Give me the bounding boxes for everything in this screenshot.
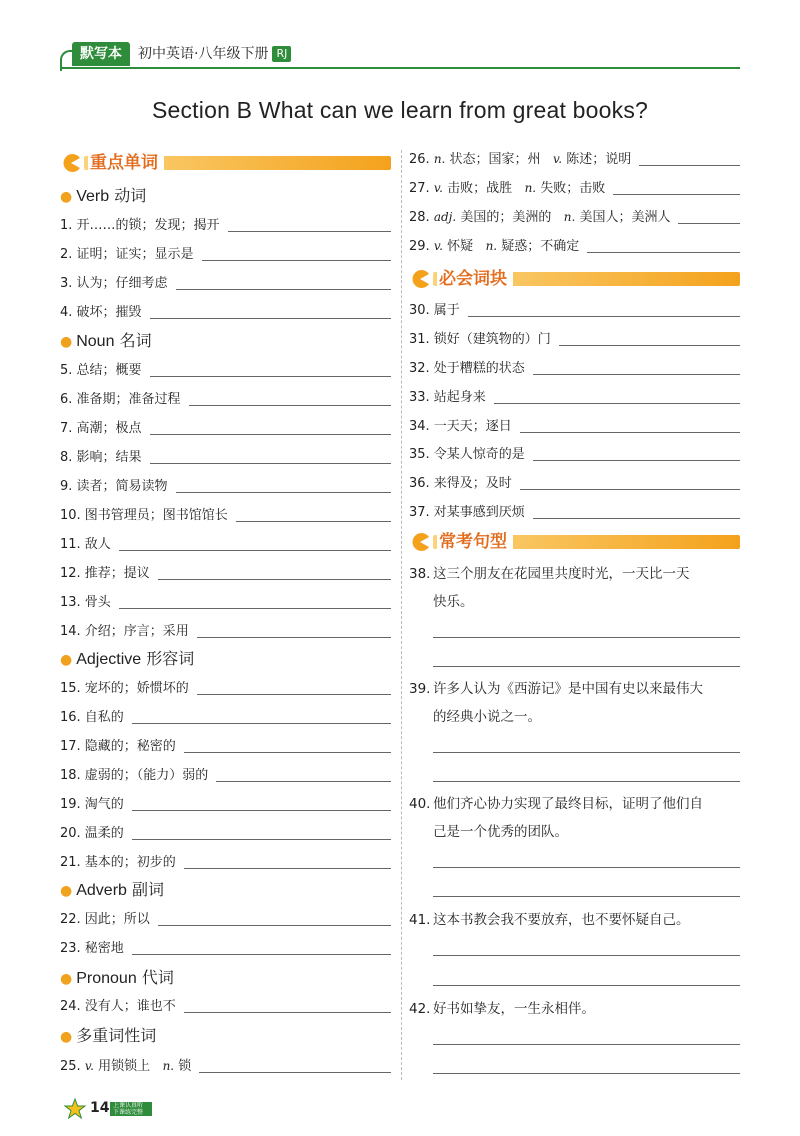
list-item	[60, 301, 391, 323]
item-meaning: 失败；击败	[540, 181, 606, 196]
category-zh: 代词	[141, 968, 174, 987]
answer-line[interactable]	[176, 492, 391, 493]
answer-line[interactable]	[184, 1012, 391, 1013]
section-title: 必会词块	[437, 267, 513, 291]
category-verb	[60, 185, 146, 207]
category-zh: 动词	[114, 186, 147, 205]
answer-line[interactable]	[184, 752, 391, 753]
list-item	[60, 1055, 391, 1077]
item-text: 33. 站起身来	[409, 390, 486, 405]
item-text: 22. 因此；所以	[60, 912, 150, 927]
answer-line[interactable]	[494, 403, 740, 404]
sentence-num: 40.	[409, 796, 431, 812]
category-zh: 副词	[132, 880, 165, 899]
answer-line[interactable]	[119, 608, 391, 609]
answer-line[interactable]	[533, 374, 740, 375]
header-badge: RJ	[272, 46, 291, 62]
list-item	[409, 443, 740, 465]
item-text	[409, 178, 613, 199]
item-text	[409, 149, 639, 170]
sentence-line	[409, 675, 740, 703]
item-text: 7. 高潮；极点	[60, 421, 142, 436]
section-key-sentences	[409, 531, 740, 553]
part-of-speech: n.	[162, 1059, 175, 1073]
part-of-speech: adj.	[433, 210, 457, 224]
bullet-dot-icon: ●	[60, 189, 73, 205]
category-multi-pos	[60, 1025, 156, 1047]
list-item	[60, 272, 391, 294]
item-text: 14. 介绍；序言；采用	[60, 624, 189, 639]
list-item	[60, 677, 391, 699]
sentence-text: 好书如挚友，一生永相伴。	[433, 1001, 595, 1017]
list-item	[60, 937, 391, 959]
item-text: 8. 影响；结果	[60, 450, 142, 465]
item-text	[409, 236, 587, 257]
list-item	[60, 562, 391, 584]
list-item	[409, 472, 740, 494]
header-subtitle	[138, 42, 291, 66]
item-text: 19. 淘气的	[60, 797, 124, 812]
item-meaning: 美国的；美洲的	[460, 210, 552, 225]
item-text: 10. 图书管理员；图书馆馆长	[60, 508, 228, 523]
answer-line[interactable]	[468, 316, 740, 317]
answer-line[interactable]	[433, 637, 740, 638]
item-text: 11. 敌人	[60, 537, 111, 552]
list-item	[60, 995, 391, 1017]
item-num: 27.	[409, 181, 430, 196]
answer-line[interactable]	[639, 165, 740, 166]
category-en: Verb	[76, 188, 110, 205]
item-text: 30. 属于	[409, 303, 460, 318]
list-item	[60, 735, 391, 757]
part-of-speech: n.	[524, 181, 537, 195]
part-of-speech: n.	[563, 210, 576, 224]
list-item	[409, 501, 740, 523]
list-item	[409, 415, 740, 437]
answer-line[interactable]	[433, 867, 740, 868]
item-text: 13. 骨头	[60, 595, 111, 610]
page-number: 14	[90, 1100, 110, 1116]
item-text: 36. 来得及；及时	[409, 476, 512, 491]
sentence-text: 这本书教会我不要放弃，也不要怀疑自己。	[433, 912, 690, 928]
bullet-dot-icon: ●	[60, 971, 73, 987]
item-num: 28.	[409, 210, 430, 225]
answer-line[interactable]	[197, 694, 391, 695]
category-zh: 形容词	[146, 649, 195, 668]
list-item	[60, 243, 391, 265]
sentence-item-40	[409, 790, 740, 846]
bullet-dot-icon: ●	[60, 334, 73, 350]
category-pronoun	[60, 967, 174, 989]
header-rule	[60, 67, 740, 69]
sentence-line	[409, 906, 740, 934]
list-item	[60, 908, 391, 930]
item-num: 29.	[409, 239, 430, 254]
answer-line[interactable]	[533, 518, 740, 519]
answer-line[interactable]	[433, 955, 740, 956]
part-of-speech: v.	[433, 239, 443, 253]
item-text: 5. 总结；概要	[60, 363, 142, 378]
sentence-line	[409, 790, 740, 818]
item-text: 15. 宠坏的；娇惯坏的	[60, 681, 189, 696]
category-zh: 名词	[119, 331, 152, 350]
pacman-icon	[409, 268, 431, 290]
answer-line[interactable]	[228, 231, 391, 232]
category-en: Adjective	[76, 651, 142, 668]
answer-line[interactable]	[433, 781, 740, 782]
item-text: 21. 基本的；初步的	[60, 855, 176, 870]
sentence-item-38	[409, 560, 740, 616]
item-text: 9. 读者；简易读物	[60, 479, 168, 494]
sentence-text: 他们齐心协力实现了最终目标，证明了他们自	[433, 796, 703, 812]
answer-line[interactable]	[433, 666, 740, 667]
answer-line[interactable]	[150, 434, 391, 435]
bullet-dot-icon: ●	[60, 883, 73, 899]
item-text: 16. 自私的	[60, 710, 124, 725]
list-item	[60, 706, 391, 728]
answer-line[interactable]	[559, 345, 740, 346]
item-text: 20. 温柔的	[60, 826, 124, 841]
star-icon	[64, 1098, 86, 1120]
answer-line[interactable]	[678, 223, 740, 224]
answer-line[interactable]	[132, 954, 391, 955]
list-item	[409, 386, 740, 408]
item-text: 17. 隐藏的；秘密的	[60, 739, 176, 754]
list-item	[60, 475, 391, 497]
item-meaning: 陈述；说明	[566, 152, 632, 167]
answer-line[interactable]	[189, 405, 391, 406]
list-item	[60, 388, 391, 410]
item-text	[409, 207, 678, 228]
answer-line[interactable]	[433, 752, 740, 753]
page-header	[60, 40, 740, 70]
list-item	[60, 591, 391, 613]
sentence-line	[409, 995, 740, 1023]
answer-line[interactable]	[150, 318, 391, 319]
answer-line[interactable]	[433, 896, 740, 897]
bullet-dot-icon: ●	[60, 652, 73, 668]
answer-line[interactable]	[216, 781, 391, 782]
part-of-speech: n.	[433, 152, 446, 166]
answer-line[interactable]	[533, 460, 740, 461]
item-meaning: 美国人；美洲人	[579, 210, 671, 225]
item-meaning: 怀疑	[447, 239, 474, 254]
category-en: Noun	[76, 333, 115, 350]
list-item	[409, 206, 740, 228]
category-noun	[60, 330, 152, 352]
list-item	[60, 504, 391, 526]
sentence-item-39	[409, 675, 740, 731]
answer-line[interactable]	[520, 432, 740, 433]
answer-line[interactable]	[236, 521, 391, 522]
item-text: 18. 虚弱的；（能力）弱的	[60, 768, 209, 783]
list-item	[60, 851, 391, 873]
item-num: 25.	[60, 1059, 81, 1074]
item-text: 31. 锁好（建筑物的）门	[409, 332, 551, 347]
list-item	[409, 177, 740, 199]
sentence-text: 这三个朋友在花园里共度时光，一天比一天	[433, 566, 690, 582]
sentence-num: 41.	[409, 912, 431, 928]
sentence-num: 42.	[409, 1001, 431, 1017]
item-text: 2. 证明；证实；显示是	[60, 247, 194, 262]
answer-line[interactable]	[132, 723, 391, 724]
item-num: 26.	[409, 152, 430, 167]
list-item	[409, 235, 740, 257]
item-text: 3. 认为；仔细考虑	[60, 276, 168, 291]
section-title: 重点单词	[88, 151, 164, 175]
header-subtitle-text: 初中英语·八年级下册	[138, 46, 269, 62]
answer-line[interactable]	[199, 1072, 391, 1073]
item-meaning: 疑惑；不确定	[501, 239, 580, 254]
answer-line[interactable]	[158, 579, 391, 580]
list-item	[409, 299, 740, 321]
sentence-text: 许多人认为《西游记》是中国有史以来最伟大	[433, 681, 703, 697]
item-text: 1. 开……的锁；发现；揭开	[60, 218, 220, 233]
sentence-num: 39.	[409, 681, 431, 697]
sentence-text-cont: 快乐。	[433, 594, 474, 610]
list-item	[60, 533, 391, 555]
item-text: 32. 处于糟糕的状态	[409, 361, 525, 376]
item-text: 23. 秘密地	[60, 941, 124, 956]
item-meaning: 状态；国家；州	[449, 152, 541, 167]
section-title: 常考句型	[437, 530, 513, 554]
item-text: 4. 破坏；摧毁	[60, 305, 142, 320]
list-item	[60, 446, 391, 468]
header-tag: 默写本	[72, 42, 130, 66]
category-en: Pronoun	[76, 970, 137, 987]
item-text: 6. 准备期；准备过程	[60, 392, 181, 407]
answer-line[interactable]	[197, 637, 391, 638]
item-meaning: 锁	[178, 1059, 192, 1074]
column-divider	[401, 150, 402, 1080]
part-of-speech: v.	[433, 181, 443, 195]
list-item	[409, 357, 740, 379]
section-key-words	[60, 152, 391, 174]
footer-tag: 上课认真听 下课练完整	[110, 1102, 152, 1116]
answer-line[interactable]	[132, 839, 391, 840]
item-meaning: 击败；战胜	[447, 181, 513, 196]
answer-line[interactable]	[176, 289, 391, 290]
category-adverb	[60, 879, 164, 901]
list-item	[60, 214, 391, 236]
answer-line[interactable]	[613, 194, 740, 195]
list-item	[409, 148, 740, 170]
answer-line[interactable]	[158, 925, 391, 926]
item-text: 37. 对某事感到厌烦	[409, 505, 525, 520]
item-meaning: 用锁锁上	[98, 1059, 151, 1074]
category-zh: 多重词性词	[76, 1026, 157, 1045]
item-text: 35. 令某人惊奇的是	[409, 447, 525, 462]
list-item	[60, 822, 391, 844]
sentence-text-cont: 的经典小说之一。	[433, 709, 541, 725]
item-text: 34. 一天天；逐日	[409, 419, 512, 434]
answer-line[interactable]	[184, 868, 391, 869]
part-of-speech: v.	[84, 1059, 94, 1073]
list-item	[60, 359, 391, 381]
pacman-icon	[60, 152, 82, 174]
list-item	[60, 620, 391, 642]
category-adjective	[60, 648, 194, 670]
answer-line[interactable]	[433, 985, 740, 986]
sentence-line	[409, 560, 740, 588]
answer-line[interactable]	[150, 376, 391, 377]
item-text	[60, 1056, 199, 1077]
answer-line[interactable]	[132, 810, 391, 811]
part-of-speech: n.	[485, 239, 498, 253]
answer-line[interactable]	[433, 1044, 740, 1045]
part-of-speech: v.	[552, 152, 563, 166]
pacman-icon	[409, 531, 431, 553]
section-key-phrases	[409, 268, 740, 290]
answer-line[interactable]	[587, 252, 740, 253]
list-item	[60, 764, 391, 786]
bullet-dot-icon: ●	[60, 1029, 73, 1045]
sentence-text-cont: 己是一个优秀的团队。	[433, 824, 568, 840]
list-item	[60, 417, 391, 439]
answer-line[interactable]	[520, 489, 740, 490]
sentence-item-41	[409, 906, 740, 934]
item-text: 24. 没有人；谁也不	[60, 999, 176, 1014]
answer-line[interactable]	[202, 260, 391, 261]
category-en: Adverb	[76, 882, 127, 899]
list-item	[409, 328, 740, 350]
answer-line[interactable]	[150, 463, 391, 464]
answer-line[interactable]	[433, 1073, 740, 1074]
list-item	[60, 793, 391, 815]
answer-line[interactable]	[119, 550, 391, 551]
item-text: 12. 推荐；提议	[60, 566, 150, 581]
sentence-item-42	[409, 995, 740, 1023]
page-title: Section B What can we learn from great books?	[151, 97, 649, 123]
sentence-num: 38.	[409, 566, 431, 582]
